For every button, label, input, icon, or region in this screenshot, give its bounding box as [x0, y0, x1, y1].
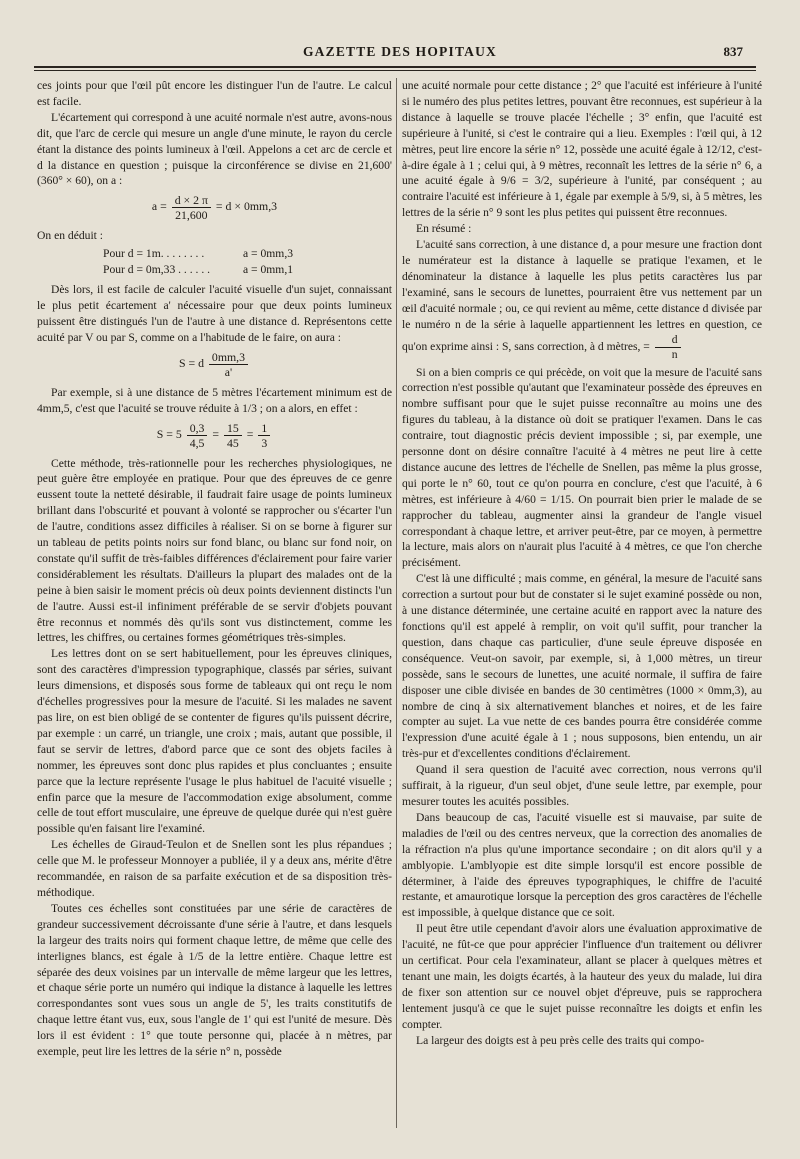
- deduce-row: [37, 246, 392, 262]
- formula-lhs: a =: [151, 199, 167, 214]
- deduce-result: a = 0mm,3: [243, 247, 294, 261]
- fraction-denominator: n: [671, 347, 678, 361]
- formula-lhs: S = d: [178, 355, 204, 370]
- paragraph: Quand il sera question de l'acuité avec correction, nous verrons qu'il suffirait, à la rigueur, d'un seul objet, d'une seule lettre, par exemple, pour mesurer toutes les acuités possibles.: [402, 763, 762, 808]
- paragraph: Si on a bien compris ce qui précède, on voit que la mesure de l'acuité sans correction n'est possible qu'autant que l'examinateur possède des épreuves en nombre suffisant pour que le sujet puisse reconnaître au moins une des figures du tableau, à la distance où doit se pratiquer l'examen. Dans le cas contraire, tout diagnostic précis devient impossible ; si, par exemple, une personne dont on désire connaître l'acuité à 4 mètres ne peut lire à cette distance aucune des lettres de l'échelle de Snellen, pas même la plus grosse, qui porte le n° 60, tout ce qu'on pourra en conclure, c'est que l'acuité, à 6 mètres, est inférieure à 4/60 = 1/15. On pourrait bien prier le malade de se rapprocher du tableau, augmenter ainsi la grandeur de l'angle visuel correspondant à chaque lettre, et arriver peut-être, par ce moyen, à permettre la lecture, mais alors on n'aurait plus l'acuité à 4 mètres, ce que l'on cherche précisément.: [402, 365, 762, 570]
- fraction-numerator: d: [655, 333, 681, 348]
- paragraph: Les échelles de Giraud-Teulon et de Snellen sont les plus répandues ; celle que M. le professeur Monnoyer a publiée, il y a deux ans, mérite d'être recommandée, en raison de sa parfaite exécution et de sa disposition très-méthodique.: [37, 838, 392, 899]
- fraction: [655, 333, 681, 362]
- fraction-denominator: 3: [261, 435, 268, 450]
- fraction-denominator: a': [224, 364, 233, 379]
- deduce-result: a = 0mm,1: [243, 263, 294, 277]
- deduce-table: [37, 246, 392, 278]
- deduce-condition: Pour d = 1m. . . . . . . .: [103, 247, 205, 261]
- left-column: [37, 78, 392, 1060]
- page-number: 837: [723, 44, 743, 59]
- deduce-row: [37, 262, 392, 278]
- paragraph: C'est là une difficulté ; mais comme, en général, la mesure de l'acuité sans correction a surtout pour but de constater si le sujet examiné possède ou non, à une distance déterminée, une certaine acuité en rapport avec la nature des fonctions qu'il est appelé à remplir, on voit qu'il suffit, pour trancher la question, dans chaque cas particulier, d'une seule épreuve disposée en conséquence. Veut-on savoir, par exemple, si, à 1,000 mètres, un tireur possède, sans le secours de lunettes, une acuité normale, il suffira de faire disposer une cible divisée en bandes de 30 centimètres (1000 × 0mm,3), au nombre de cinq à six alternativement blanches et noires, et de les faire compter au sujet. La vue nette de ces bandes pourra être considérée comme l'expression d'une acuité égale à 1 ; nous supposons, bien entendu, un air très-pur et d'excellentes conditions d'éclairement.: [402, 572, 762, 761]
- fraction-denominator: 21,600: [175, 208, 208, 223]
- fraction-numerator: 0,3: [187, 421, 208, 436]
- fraction-denominator: 4,5: [189, 435, 205, 450]
- paragraph: une acuité normale pour cette distance ; 2° que l'acuité est inférieure à l'unité si le numéro des plus petites lettres, pouvant être reconnues, est supérieur à la distance à laquelle se trouve placée l'échelle ; 3° enfin, que l'acuité est supérieure à l'unité, si c'est le contraire qui a lieu. Exemples : l'œil qui, à 12 mètres, peut lire encore la série n° 12, possède une acuité égale à 12/12, c'est-à-dire égale à 1 ; celui qui, à 9 mètres, reconnaît les lettres de la série n° 6, a une acuité égale à 9/6 = 3/2, supérieure à l'unité, par conséquent ; au contraire l'acuité est inférieure à 1, égale par exemple à 5/9, si, à 5 mètres, les lettres de la série n° 9 sont les plus petites qui puissent être reconnues.: [402, 79, 762, 220]
- fraction-numerator: 15: [224, 421, 242, 436]
- page-header: [0, 44, 800, 64]
- right-column: [402, 78, 762, 1048]
- paragraph: Par exemple, si à une distance de 5 mètres l'écartement minimum est de 4mm,5, c'est que l'acuité se trouve réduite à 1/3 ; on a alors, en effet :: [37, 385, 392, 415]
- fraction: [187, 421, 208, 450]
- fraction: [258, 421, 270, 450]
- formula-acuity: [37, 350, 392, 379]
- paragraph: Il peut être utile cependant d'avoir alors une évaluation approximative de l'acuité, ne fût-ce que pour apprécier l'influence d'un traitement ou délivrer un certificat. Pour cela l'examinateur, allant se placer à quelques mètres et tenant une main, les doigts écartés, à la hauteur des yeux du malade, lui dira de fixer son attention sur ce nouvel objet d'épreuve, puis se rapprochera lentement jusqu'à ce que le sujet puisse reconnaître les doigts et enfin les compter.: [402, 922, 762, 1031]
- paragraph: Dès lors, il est facile de calculer l'acuité visuelle d'un sujet, connaissant le plus petit écartement a' nécessaire pour que deux points lumineux puissent être distingués l'un de l'autre à une distance d. Représentons cette acuité par V ou par S, comme on a l'habitude de le faire, on aura :: [37, 283, 392, 344]
- formula-arc: [37, 193, 392, 222]
- formula-example: [37, 421, 392, 450]
- equals-sign: =: [212, 426, 220, 441]
- formula-lhs: S = 5: [156, 426, 182, 441]
- fraction: [172, 193, 211, 222]
- fraction: [224, 421, 242, 450]
- paragraph-text: L'acuité sans correction, à une distance d, a pour mesure une fraction dont le numérateur est la distance à laquelle se pratique l'examen, et le dénominateur la distance à laquelle les plus petits caractères lus par l'examiné, sans le secours de lunettes, pourraient être vus nettement par un œil d'acuité normale ; ou, ce qui revient au même, cette distance d divisée par le numéro n de la série à laquelle appartiennent les lettres en question, ce qu'on exprime ainsi : S, sans correction, à d mètres, =: [402, 238, 762, 353]
- fraction-numerator: 1: [258, 421, 270, 436]
- paragraph: Toutes ces échelles sont constituées par une série de caractères de grandeur successivement décroissante d'une série à l'autre, et dans lesquels la largeur des traits noirs qui forment chaque lettre, de même que celle des interlignes blancs, est égale à 1/5 de la lettre entière. Chaque lettre est séparée des deux voisines par un intervalle de même largeur que les lettres, et chaque série porte un numéro qui indique la distance à laquelle les lettres correspondantes sont vues sous un angle de 5', les traits constitutifs de chaque lettre étant vus, eux, sous l'angle de 1' qui est l'unité de mesure. Dès lors il est évident : 1° que toute personne qui, placée à n mètres, par exemple, peut lire les lettres de la série n° n, possède: [37, 901, 392, 1059]
- paragraph: [402, 237, 762, 361]
- running-title: GAZETTE DES HOPITAUX: [302, 44, 498, 59]
- formula-rhs: = d × 0mm,3: [215, 199, 278, 214]
- paragraph: Cette méthode, très-rationnelle pour les recherches physiologiques, ne peut guère être employée en pratique. Pour que des épreuves de ce genre eussent toute la netteté désirable, il faudrait faire usage de points lumineux brillant dans l'obscurité et pouvant à volonté se rapprocher ou s'écarter l'un de l'autre, conditions assez difficiles à réaliser. Si on se borne à figurer sur un tableau de petits points noirs sur fond blanc, ou blanc sur fond noir, on constate qu'il suffit de très-faibles différences d'éclairement pour faire varier considérablement les résultats. D'ailleurs la plupart des malades ont de la peine à bien saisir le moment précis où deux points deviennent distincts l'un de l'autre. Aussi est-il infiniment préférable de se servir d'objets pouvant être reconnus et nommés dès qu'ils sont vus distinctement, comme les lettres, les chiffres, ou certaines formes géométriques très-simples.: [37, 456, 392, 645]
- paragraph: Dans beaucoup de cas, l'acuité visuelle est si mauvaise, par suite de maladies de l'œil ou des centres nerveux, que la correction des anomalies de la réfraction n'a plus qu'une importance secondaire ; on dit alors qu'il y a amblyopie. L'amblyopie est dite simple lorsqu'il est encore possible de déterminer, à l'aide des épreuves typographiques, le chiffre de l'acuité restante, et amaurotique lorsque la perception des gros caractères de l'échelle est impossible, à quelque distance que ce soit.: [402, 810, 762, 920]
- equals-sign: =: [246, 426, 254, 441]
- paragraph: ces joints pour que l'œil pût encore les distinguer l'un de l'autre. Le calcul est facile.: [37, 79, 392, 108]
- paragraph: La largeur des doigts est à peu près celle des traits qui compo-: [416, 1033, 705, 1047]
- header-rule-thin: [34, 70, 756, 71]
- column-divider: [396, 78, 397, 1128]
- deduce-condition: Pour d = 0m,33 . . . . . .: [103, 263, 211, 277]
- fraction-numerator: 0mm,3: [209, 350, 248, 365]
- paragraph: L'écartement qui correspond à une acuité normale n'est autre, avons-nous dit, que l'arc de cercle qui mesure un angle d'une minute, le rayon du cercle étant la distance des points lumineux à l'œil. Appelons a cet arc de cercle et d la distance en question ; puisque la circonférence se divise en 21,600' (360° × 60), on a :: [37, 110, 392, 188]
- deduce-label: On en déduit :: [37, 229, 104, 243]
- paragraph: En résumé :: [416, 222, 472, 236]
- fraction-numerator: d × 2 π: [172, 193, 211, 208]
- paragraph: Les lettres dont on se sert habituellement, pour les épreuves cliniques, sont des caractères d'impression typographique, classés par séries, suivant leurs dimensions, et disposés sous forme de tableaux qui ont reçu le nom d'échelles progressives pour la mesure de l'acuité. Si les malades ne savent pas lire, on est bien obligé de se contenter de figures qu'ils puissent décrire, par exemple : un carré, un triangle, une croix ; mais, autant que possible, il faut se servir de lettres, d'abord parce que ce sont des objets faciles à nommer, les épreuves sont donc plus rapides et plus concluantes ; ensuite parce que la lecture représente l'usage le plus habituel de l'acuité visuelle ; enfin parce que la mesure de l'accommodation exige absolument, comme celle de tout effort musculaire, une épreuve de quelque durée qui n'est guère possible qu'en faisant lire l'examiné.: [37, 647, 392, 836]
- fraction-denominator: 45: [227, 435, 239, 450]
- header-rule-thick: [34, 66, 756, 68]
- fraction: [209, 350, 248, 379]
